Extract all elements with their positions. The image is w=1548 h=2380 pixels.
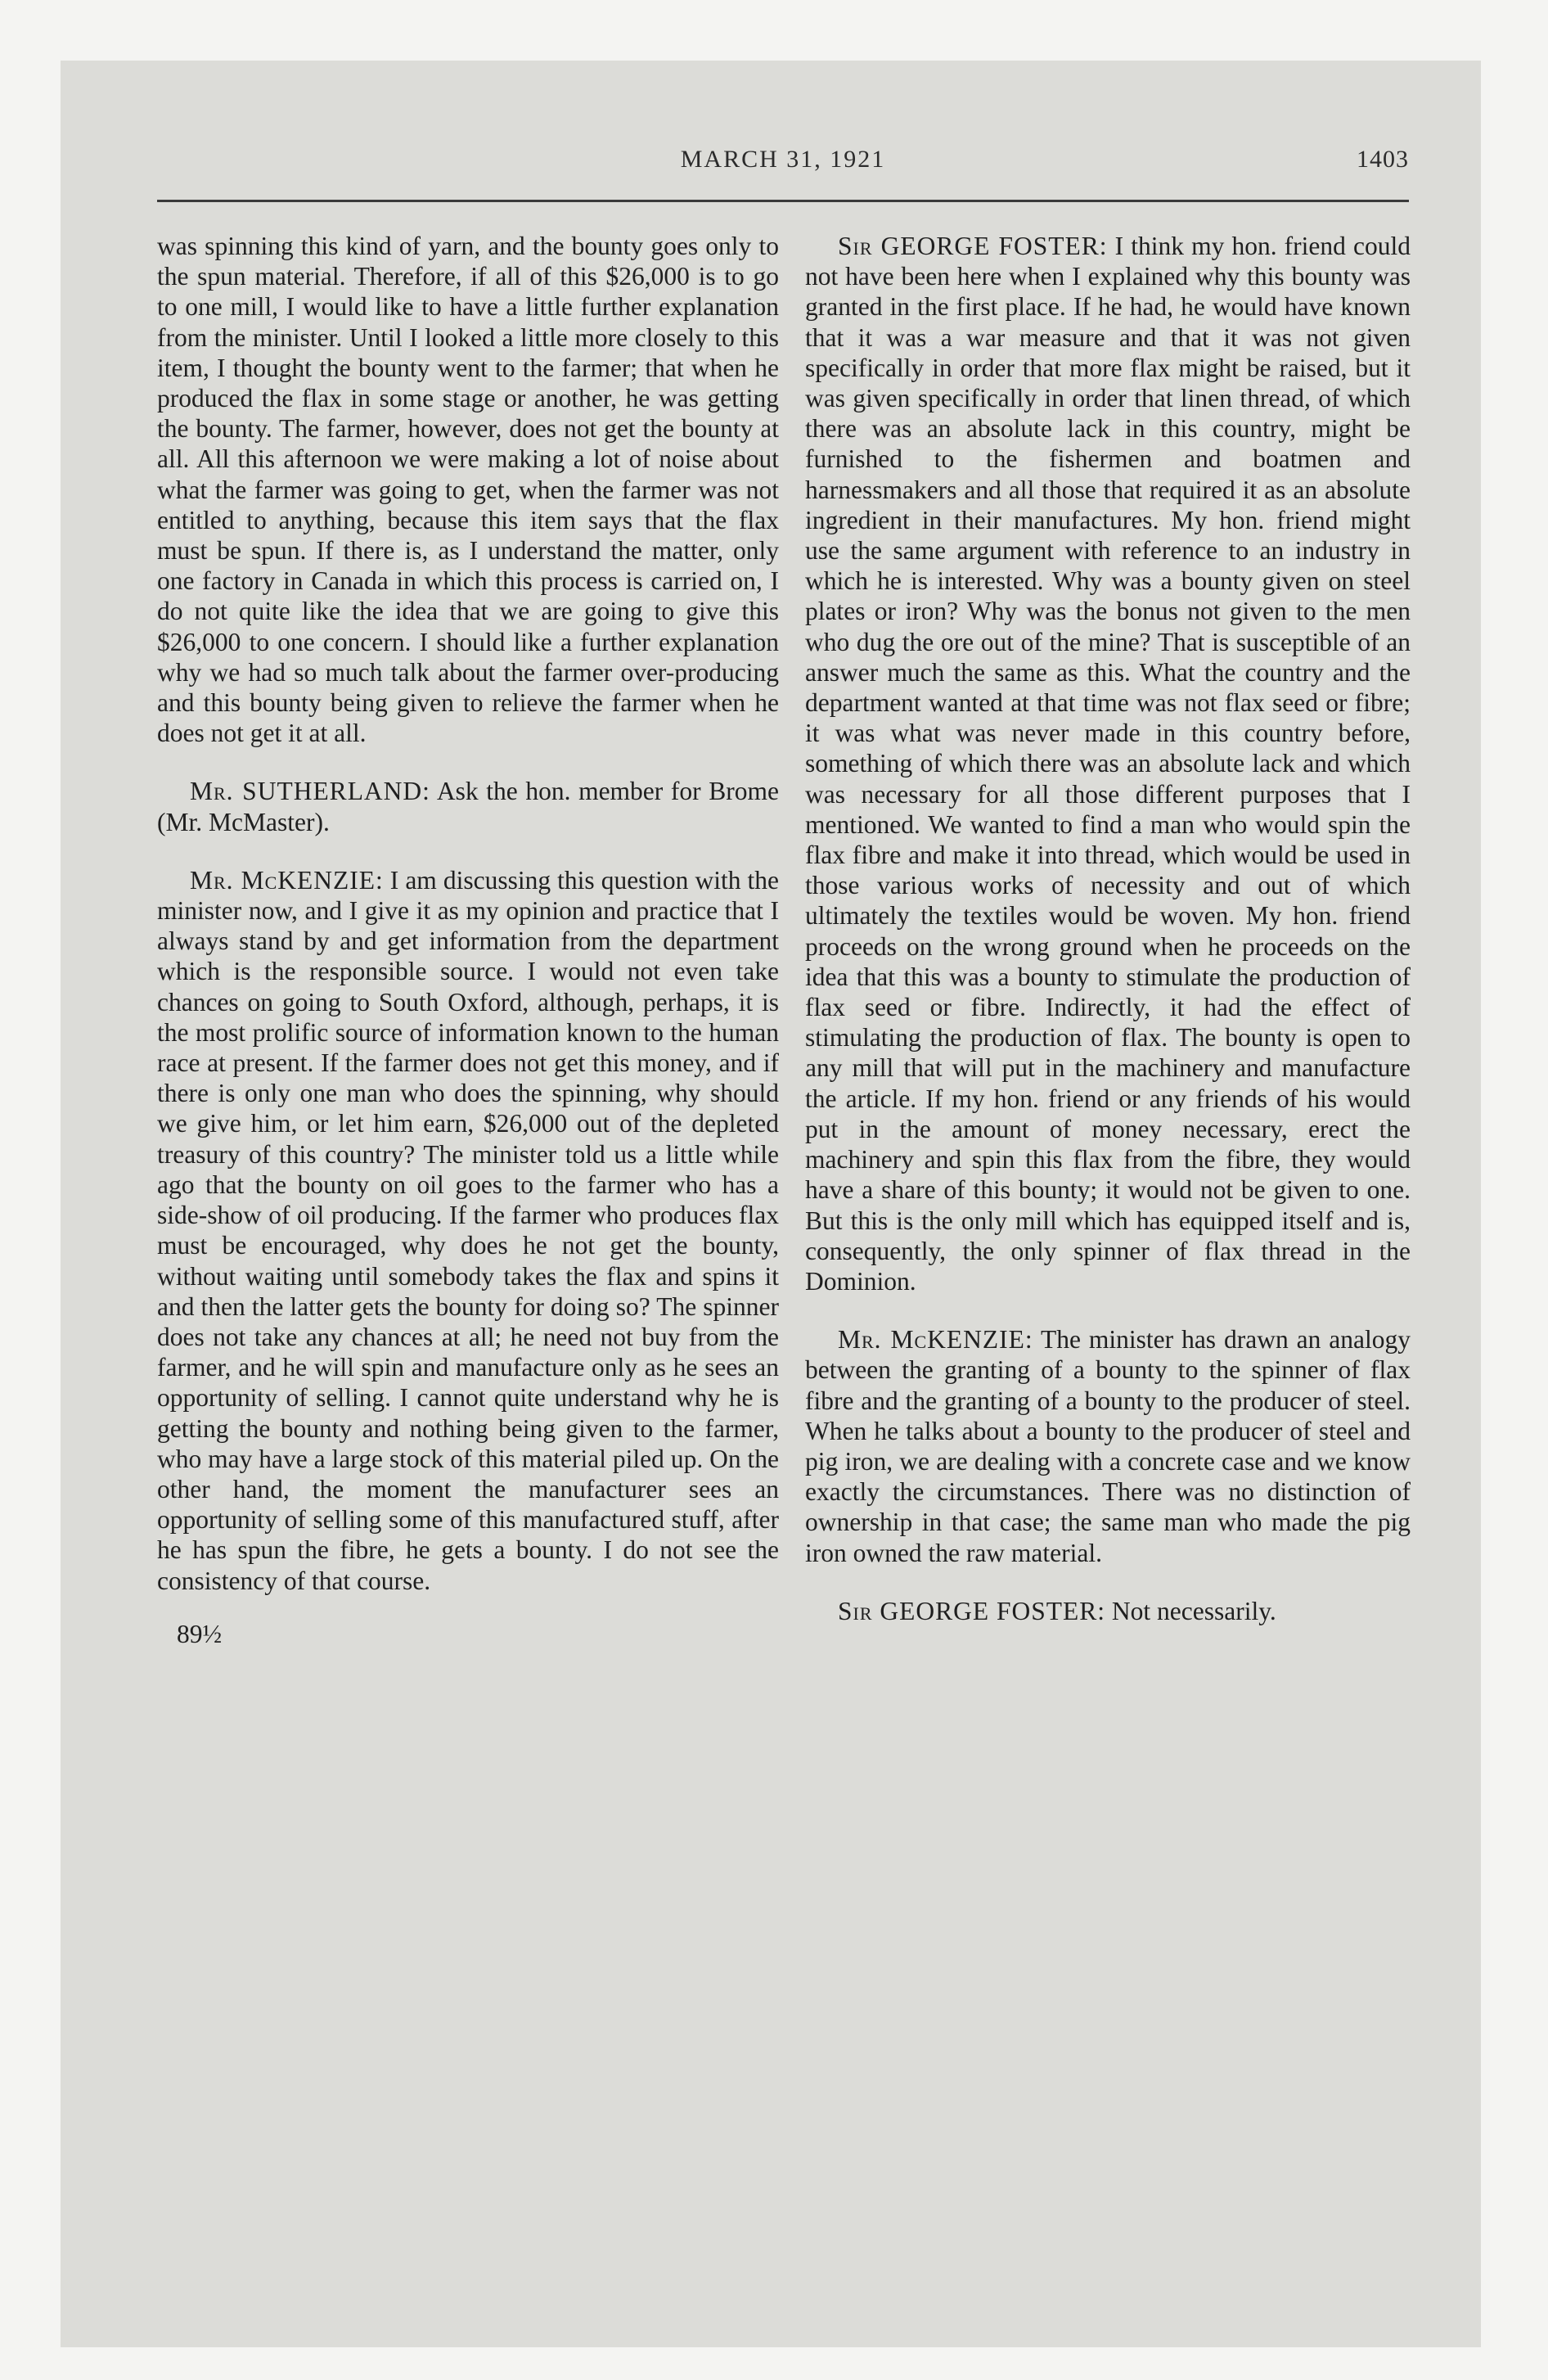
- header-date: MARCH 31, 1921: [680, 146, 886, 173]
- speaker-name: Sir GEORGE FOSTER:: [838, 1596, 1106, 1625]
- speaker-name: Mr. McKENZIE:: [190, 865, 384, 895]
- paragraph-mckenzie: [157, 865, 779, 1596]
- header-rule: [157, 200, 1409, 202]
- paragraph-sutherland: [157, 776, 779, 836]
- left-column: [157, 231, 779, 1649]
- paragraph-continuation: was spinning this kind of yarn, and the bounty goes only to the spun material. Therefore, if all of this $26,000 is to go to one mill, I would like to have a little further explanation from the minister. Until I looked a little more closely to this item, I thought the bounty went to the farmer; that when he produced the flax in some stage or another, he was getting the bounty. The farmer, however, does not get the bounty at all. All this afternoon we were making a lot of noise about what the farmer was going to get, when the farmer was not entitled to anything, because this item says that the flax must be spun. If there is, as I understand the matter, only one factory in Canada in which this process is carried on, I do not quite like the idea that we are going to give this $26,000 to one concern. I should like a further explanation why we had so much talk about the farmer over-producing and this bounty being given to relieve the farmer when he does not get it at all.: [157, 232, 779, 748]
- speech-text: I am discussing this question with the minister now, and I give it as my opinion and practice that I always stand by and get information from the department which is the responsible source. I would not even take chances on going to South Oxford, although, perhaps, it is the most prolific source of information known to the human race at present. If the farmer does not get this money, and if there is only one man who does the spinning, why should we give him, or let him earn, $26,000 out of the depleted treasury of this country? The minister told us a little while ago that the bounty on oil goes to the farmer who has a side-show of oil producing. If the farmer who produces flax must be encouraged, why does he not get the bounty, without waiting until somebody takes the flax and spins it and then the latter gets the bounty for doing so? The spinner does not take any chances at all; he need not buy from the farmer, and he will spin and manufacture only as he sees an opportunity of selling. I cannot quite understand why he is getting the bounty and nothing being given to the farmer, who may have a large stock of this material piled up. On the other hand, the moment the manufacturer sees an opportunity of selling some of this manufactured stuff, after he has spun the fibre, he gets a bounty. I do not see the consistency of that course.: [157, 865, 779, 1595]
- page-header: [157, 146, 1409, 183]
- speech-text: The minister has drawn an analogy between the granting of a bounty to the spinner of flax fibre and the granting of a bounty to the producer of steel. When he talks about a bounty to the producer of steel and pig iron, we are dealing with a concrete case and we know exactly the circumstances. There was no distinction of ownership in that case; the same man who made the pig iron owned the raw material.: [805, 1325, 1411, 1567]
- page-number: 1403: [1357, 146, 1409, 173]
- paragraph-foster: [805, 231, 1411, 1296]
- paragraph-mckenzie-reply: [805, 1324, 1411, 1568]
- speech-text: Not necessarily.: [1105, 1596, 1276, 1625]
- signature-mark: 89½: [177, 1619, 223, 1648]
- speaker-name: Mr. SUTHERLAND:: [190, 777, 430, 806]
- right-column: [805, 231, 1411, 1654]
- speaker-name: Sir GEORGE FOSTER:: [838, 232, 1108, 260]
- speech-text: I think my hon. friend could not have been here when I explained why this bounty was granted in the first place. If he had, he would have known that it was a war measure and that it was not given specifically in order that more flax might be raised, but it was given specifically in order that linen thread, of which there was an absolute lack in this country, might be furnished to the fishermen and boatmen and harnessmakers and all those that required it as an absolute ingredient in their manufactures. My hon. friend might use the same argument with reference to an industry in which he is interested. Why was a bounty given on steel plates or iron? Why was the bonus not given to the men who dug the ore out of the mine? That is susceptible of an answer much the same as this. What the country and the department wanted at that time was not flax seed or fibre; it was what was never made in this country before, something of which there was an absolute lack and which was necessary for all those different purposes that I mentioned. We wanted to find a man who would spin the flax fibre and make it into thread, which would be used in those various works of necessity and out of which ultimately the textiles would be woven. My hon. friend proceeds on the wrong ground when he proceeds on the idea that this was a bounty to stimulate the production of flax seed or fibre. Indirectly, it had the effect of stimulating the production of flax. The bounty is open to any mill that will put in the machinery and manufacture the article. If my hon. friend or any friends of his would put in the amount of money necessary, erect the machinery and spin this flax from the fibre, they would have a share of this bounty; it would not be given to one. But this is the only mill which has equipped itself and is, consequently, the only spinner of flax thread in the Dominion.: [805, 232, 1411, 1296]
- speaker-name: Mr. McKENZIE:: [838, 1325, 1033, 1355]
- paragraph-foster-reply: [805, 1596, 1411, 1626]
- speech-text: Ask the hon. member for Brome (Mr. McMaster).: [157, 777, 779, 836]
